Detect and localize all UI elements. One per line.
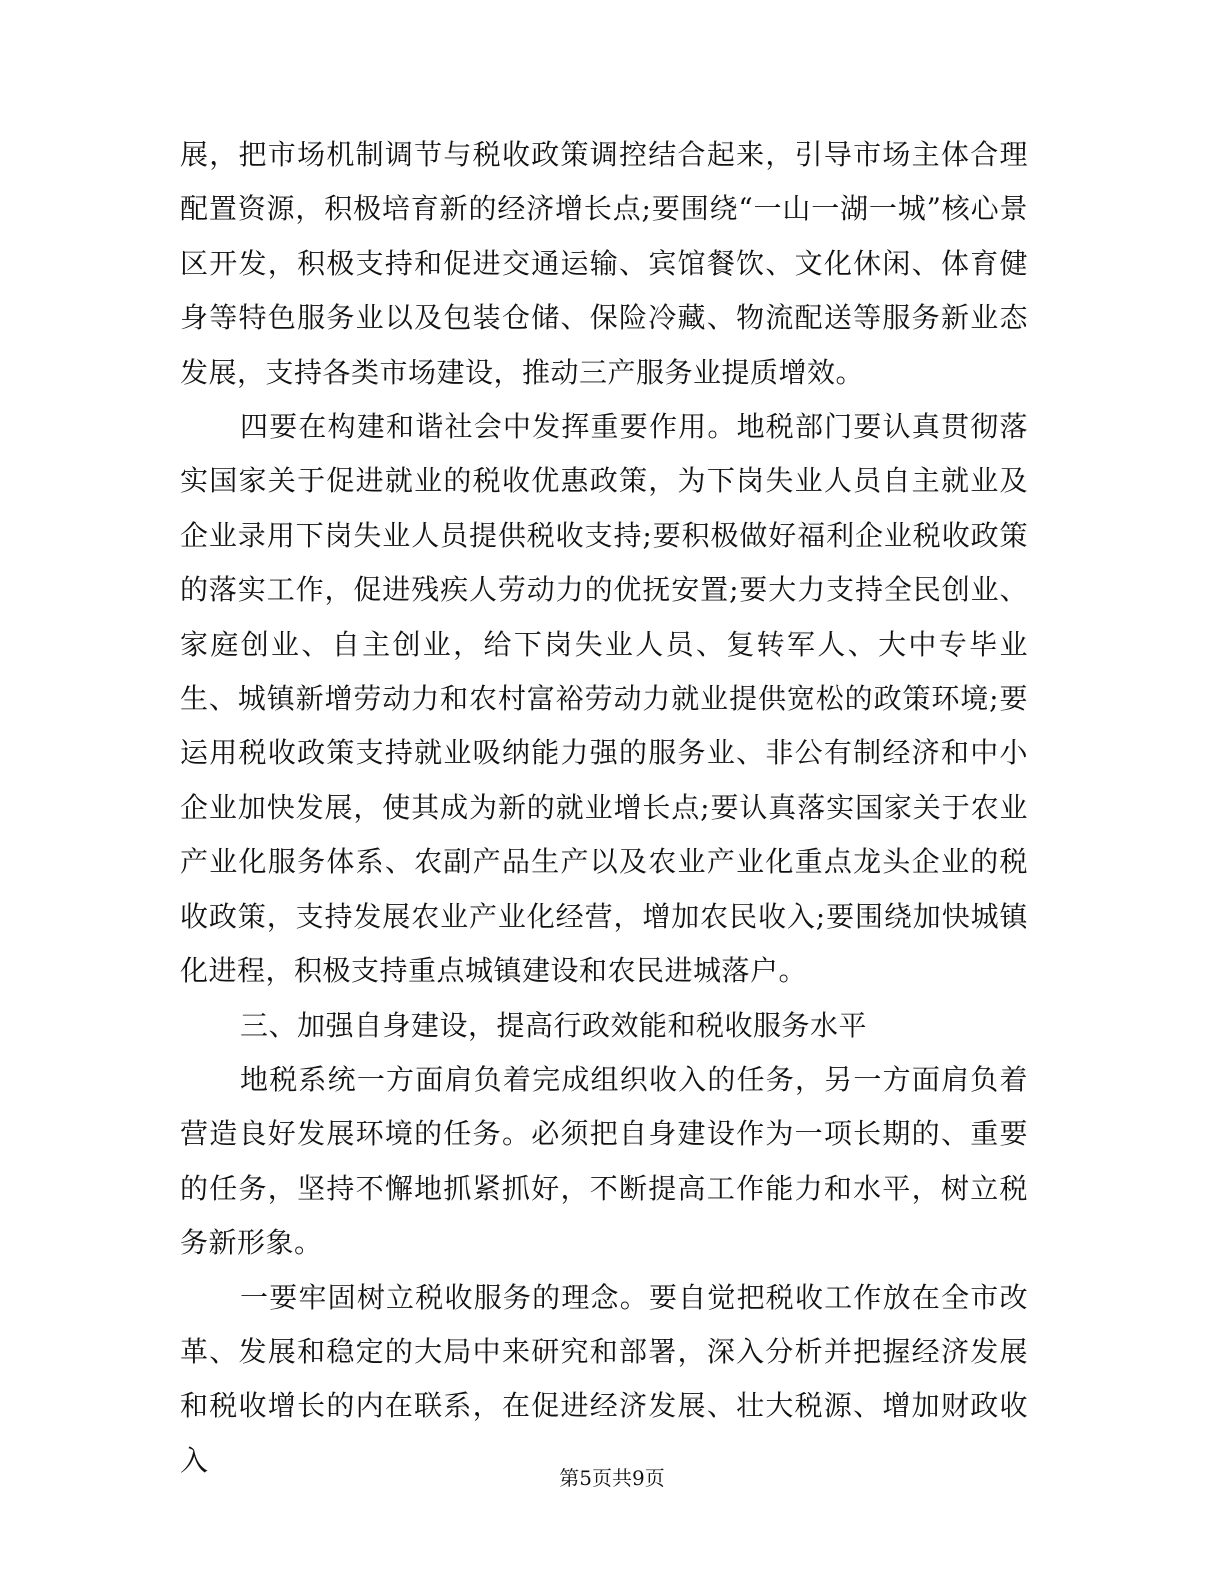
paragraph-point-four: 四要在构建和谐社会中发挥重要作用。地税部门要认真贯彻落实国家关于促进就业的税收优惠政策，为下岗失业人员自主就业及企业录用下岗失业人员提供税收支持;要积极做好福利企业税收政策的落实工作，促进残疾人劳动力的优抚安置;要大力支持全民创业、家庭创业、自主创业，给下岗失业人员、复转军人、大中专毕业生、城镇新增劳动力和农村富裕劳动力就业提供宽松的政策环境;要运用税收政策支持就业吸纳能力强的服务业、非公有制经济和中小企业加快发展，使其成为新的就业增长点;要认真落实国家关于农业产业化服务体系、农副产品生产以及农业产业化重点龙头企业的税收政策，支持发展农业产业化经营，增加农民收入;要围绕加快城镇化进程，积极支持重点城镇建设和农民进城落户。 xyxy=(180,410,1028,988)
page-number-footer: 第5页共9页 xyxy=(559,1466,665,1490)
paragraph-point-one: 一要牢固树立税收服务的理念。要自觉把税收工作放在全市改革、发展和稳定的大局中来研究和部署，深入分析并把握经济发展和税收增长的内在联系，在促进经济发展、壮大税源、增加财政收入 xyxy=(180,1280,1028,1477)
paragraph-continued: 展，把市场机制调节与税收政策调控结合起来，引导市场主体合理配置资源，积极培育新的经济增长点;要围绕“一山一湖一城”核心景区开发，积极支持和促进交通运输、宾馆餐饮、文化休闲、体育健身等特色服务业以及包装仓储、保险冷藏、物流配送等服务新业态发展，支持各类市场建设，推动三产服务业提质增效。 xyxy=(180,138,1028,389)
body-text xyxy=(180,128,1028,1488)
section-heading-three: 三、加强自身建设，提高行政效能和税收服务水平 xyxy=(240,1008,868,1042)
paragraph-section-intro: 地税系统一方面肩负着完成组织收入的任务，另一方面肩负着营造良好发展环境的任务。必须把自身建设作为一项长期的、重要的任务，坚持不懈地抓紧抓好，不断提高工作能力和水平，树立税务新形象。 xyxy=(180,1062,1028,1260)
